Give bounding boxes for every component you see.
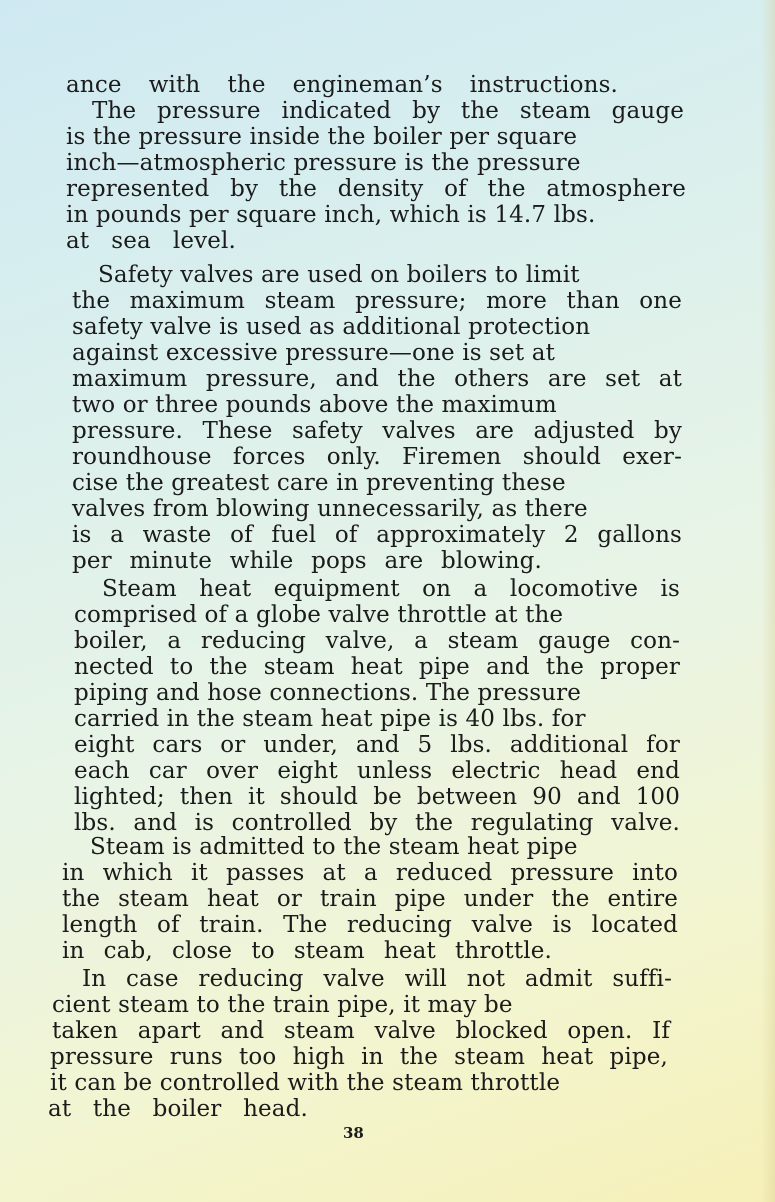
text-line: cient steam to the train pipe, it may be [52, 992, 513, 1018]
text-line: in pounds per square inch, which is 14.7 lbs. [66, 202, 596, 228]
text-line: comprised of a globe valve throttle at the [74, 602, 564, 628]
text-line: is the pressure inside the boiler per square [66, 124, 578, 150]
text-line: Safety valves are used on boilers to limit [98, 262, 580, 288]
text-line: the maximum steam pressure; more than one [72, 288, 682, 314]
text-line: roundhouse forces only. Firemen should exer- [72, 444, 682, 470]
text-line: in which it passes at a reduced pressure into [62, 860, 678, 886]
text-line: piping and hose connections. The pressure [74, 680, 582, 706]
text-line: inch—atmospheric pressure is the pressure [66, 150, 581, 176]
text-line: the steam heat or train pipe under the entire [62, 886, 678, 912]
text-line: maximum pressure, and the others are set at [72, 366, 682, 392]
text-line: cise the greatest care in preventing these [72, 470, 566, 496]
text-line: at sea level. [66, 228, 236, 254]
text-line: per minute while pops are blowing. [72, 548, 542, 574]
text-line: it can be controlled with the steam throttle [50, 1070, 561, 1096]
text-line: Steam is admitted to the steam heat pipe [90, 834, 578, 860]
text-line: each car over eight unless electric head end [74, 758, 680, 784]
text-line: taken apart and steam valve blocked open. If [52, 1018, 670, 1044]
text-line: at the boiler head. [48, 1096, 308, 1122]
text-line: In case reducing valve will not admit suffi- [82, 966, 672, 992]
text-line: nected to the steam heat pipe and the proper [74, 654, 680, 680]
text-line: carried in the steam heat pipe is 40 lbs. for [74, 706, 586, 732]
text-line: boiler, a reducing valve, a steam gauge con- [74, 628, 680, 654]
text-line: eight cars or under, and 5 lbs. additional for [74, 732, 680, 758]
text-line: ance with the engineman’s instructions. [66, 72, 618, 98]
text-line: in cab, close to steam heat throttle. [62, 938, 552, 964]
text-line: length of train. The reducing valve is located [62, 912, 678, 938]
text-line: pressure. These safety valves are adjusted by [72, 418, 682, 444]
text-line: The pressure indicated by the steam gauge [92, 98, 684, 124]
text-line: Steam heat equipment on a locomotive is [102, 576, 680, 602]
page-number: 38 [343, 1124, 364, 1142]
text-line: safety valve is used as additional protection [72, 314, 591, 340]
text-line: is a waste of fuel of approximately 2 gallons [72, 522, 682, 548]
text-line: represented by the density of the atmosphere [66, 176, 686, 202]
text-line: valves from blowing unnecessarily, as there [72, 496, 588, 522]
page-edge-shadow [761, 0, 775, 1202]
text-line: two or three pounds above the maximum [72, 392, 557, 418]
text-line: against excessive pressure—one is set at [72, 340, 555, 366]
text-line: pressure runs too high in the steam heat pipe, [50, 1044, 668, 1070]
text-line: lbs. and is controlled by the regulating valve. [74, 810, 680, 836]
text-line: lighted; then it should be between 90 and 100 [74, 784, 680, 810]
